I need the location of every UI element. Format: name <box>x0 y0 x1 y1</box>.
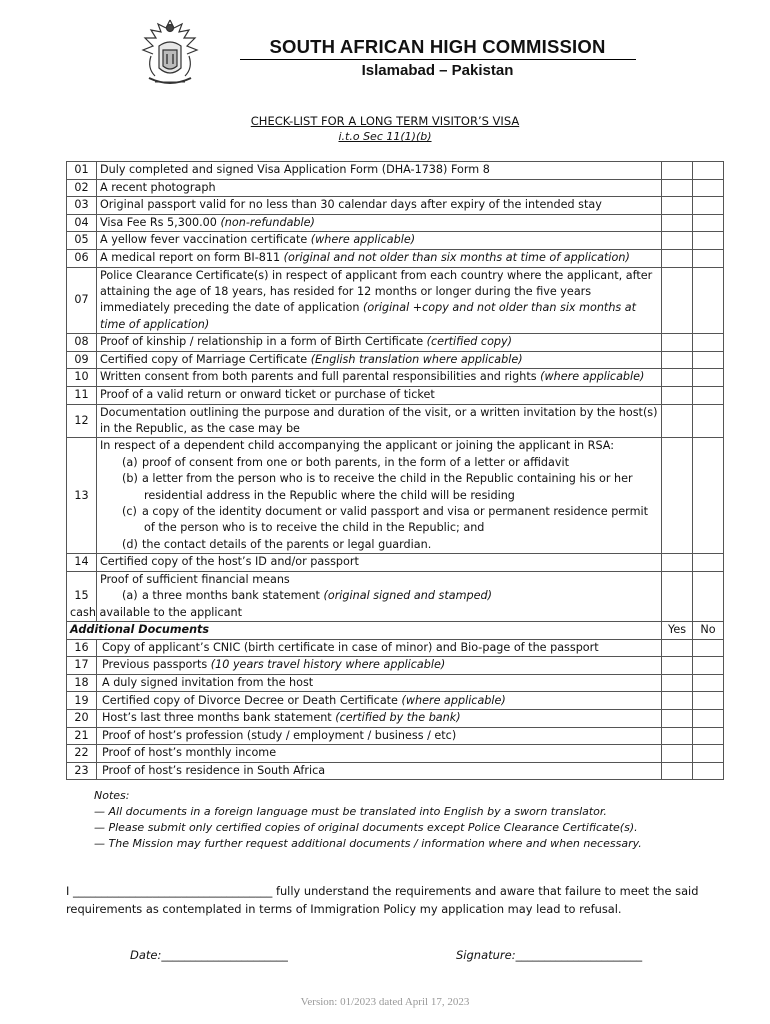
no-checkbox[interactable] <box>693 727 724 745</box>
item-text: Proof of a valid return or onward ticket or purchase of ticket <box>100 388 435 402</box>
item-description <box>97 267 662 334</box>
item-number: 16 <box>67 639 97 657</box>
no-checkbox[interactable] <box>693 334 724 352</box>
table-row <box>67 404 724 438</box>
item-number: 10 <box>67 369 97 387</box>
table-row <box>67 692 724 710</box>
signature-field[interactable]: Signature:______________________ <box>456 948 643 962</box>
table-row <box>67 162 724 180</box>
yes-checkbox[interactable] <box>662 745 693 763</box>
item-number: 02 <box>67 179 97 197</box>
item-note: (certified by the bank) <box>335 711 461 725</box>
note-line: — The Mission may further request additional documents / information where and when necessary. <box>94 837 642 850</box>
item-text: A medical report on form BI-811 <box>100 251 284 265</box>
sub-item <box>100 537 658 553</box>
item-number: 13 <box>67 438 97 554</box>
sub-item <box>100 455 658 471</box>
table-row <box>67 554 724 572</box>
item-note: (non-refundable) <box>220 215 315 229</box>
item-note: (where applicable) <box>310 233 416 247</box>
item-number: 07 <box>67 267 97 334</box>
yes-checkbox[interactable] <box>662 249 693 267</box>
item-description <box>97 232 662 250</box>
additional-documents-heading: Additional Documents <box>67 622 662 640</box>
item-number: 23 <box>67 762 97 780</box>
no-checkbox[interactable] <box>693 162 724 180</box>
table-row <box>67 438 724 554</box>
sub-item <box>100 504 658 537</box>
document-subtitle: Islamabad – Pakistan <box>361 62 514 79</box>
item-text: Certified copy of Divorce Decree or Death Certificate <box>102 693 402 707</box>
table-row <box>67 179 724 197</box>
item-text: Police Clearance Certificate(s) in respect of applicant from each country where the applicant, after attaining the age of 18 years, has resided for 12 months or longer during the five years immediately preceding the date of application <box>100 268 653 315</box>
sub-item-text: proof of consent from one or both parents, in the form of a letter or affidavit <box>142 455 569 469</box>
sub-item-label: (d) <box>122 537 138 551</box>
item-text: In respect of a dependent child accompanying the applicant or joining the applicant in RSA: <box>100 439 614 453</box>
item-number: 22 <box>67 745 97 763</box>
item-note: (English translation where applicable) <box>310 352 523 366</box>
no-checkbox[interactable] <box>693 571 724 621</box>
table-row <box>67 657 724 675</box>
table-row <box>67 267 724 334</box>
table-row <box>67 745 724 763</box>
no-checkbox[interactable] <box>693 404 724 438</box>
item-description <box>97 554 662 572</box>
item-text: Copy of applicant’s CNIC (birth certificate in case of minor) and Bio-page of the passport <box>102 640 599 654</box>
item-text: Duly completed and signed Visa Application Form (DHA-1738) Form 8 <box>100 163 490 177</box>
item-note: (where applicable) <box>401 693 506 707</box>
no-checkbox[interactable] <box>693 369 724 387</box>
item-note: (original +copy and not older than six months at time of application) <box>100 301 637 331</box>
item-description <box>97 369 662 387</box>
yes-checkbox[interactable] <box>662 214 693 232</box>
no-checkbox[interactable] <box>693 710 724 728</box>
item-description <box>97 351 662 369</box>
no-checkbox[interactable] <box>693 438 724 554</box>
item-number: 18 <box>67 674 97 692</box>
declaration-text: fully understand the requirements and aware that failure to meet the said requirements as contemplated in terms of Immigration Policy my application may lead to refusal. <box>66 884 699 916</box>
item-text: Proof of kinship / relationship in a form of Birth Certificate <box>100 335 427 349</box>
item-number: 03 <box>67 197 97 215</box>
no-checkbox[interactable] <box>693 386 724 404</box>
item-note: (original and not older than six months at time of application) <box>283 251 630 265</box>
item-number: 14 <box>67 554 97 572</box>
item-text: Documentation outlining the purpose and duration of the visit, or a written invitation by the host(s) in the Republic, as the case may be <box>100 405 658 435</box>
no-checkbox[interactable] <box>693 554 724 572</box>
yes-checkbox[interactable] <box>662 674 693 692</box>
table-row <box>67 197 724 215</box>
table-row <box>67 249 724 267</box>
item-description <box>97 710 662 728</box>
item-description <box>97 692 662 710</box>
checklist-title: CHECK-LIST FOR A LONG TERM VISITOR’S VISA <box>250 114 520 128</box>
sub-item-label: (a) <box>122 589 138 603</box>
date-field[interactable]: Date:______________________ <box>130 948 288 962</box>
coat-of-arms-logo <box>137 16 203 92</box>
yes-checkbox[interactable] <box>662 554 693 572</box>
sub-item-label: (b) <box>122 472 138 486</box>
yes-checkbox[interactable] <box>662 639 693 657</box>
table-row <box>67 386 724 404</box>
yes-checkbox[interactable] <box>662 710 693 728</box>
yes-checkbox[interactable] <box>662 351 693 369</box>
note-line: — All documents in a foreign language must be translated into English by a sworn translator. <box>94 805 607 818</box>
item-number: 01 <box>67 162 97 180</box>
yes-checkbox[interactable] <box>662 762 693 780</box>
yes-checkbox[interactable] <box>662 657 693 675</box>
item-note: (10 years travel history where applicable) <box>210 658 446 672</box>
no-checkbox[interactable] <box>693 674 724 692</box>
item-description <box>97 249 662 267</box>
item-description <box>97 674 662 692</box>
sub-item-note: (original signed and stamped) <box>323 589 492 603</box>
yes-checkbox[interactable] <box>662 692 693 710</box>
item-text: Previous passports <box>102 658 211 672</box>
additional-documents-header <box>67 622 724 640</box>
no-checkbox[interactable] <box>693 179 724 197</box>
table-row <box>67 639 724 657</box>
item-description <box>97 386 662 404</box>
checklist-table <box>66 161 724 780</box>
notes-section <box>94 788 642 852</box>
item-number: 19 <box>67 692 97 710</box>
notes-title: Notes: <box>94 789 130 802</box>
item-description <box>97 214 662 232</box>
declaration-prefix: I <box>66 884 70 898</box>
no-checkbox[interactable] <box>693 197 724 215</box>
item-text: Original passport valid for no less than 30 calendar days after expiry of the intended stay <box>100 198 602 212</box>
item-description <box>97 762 662 780</box>
no-column-header: No <box>693 622 724 640</box>
yes-checkbox[interactable] <box>662 267 693 334</box>
item-description <box>97 404 662 438</box>
item-number: 12 <box>67 404 97 438</box>
table-row <box>67 351 724 369</box>
sub-item-label: (a) <box>122 455 138 469</box>
item-description <box>97 334 662 352</box>
item-text: A recent photograph <box>100 180 216 194</box>
item-text: Written consent from both parents and full parental responsibilities and rights <box>100 370 541 384</box>
item-note: (certified copy) <box>426 335 513 349</box>
item-number: 05 <box>67 232 97 250</box>
version-footer: Version: 01/2023 dated April 17, 2023 <box>300 996 470 1008</box>
table-row <box>67 214 724 232</box>
declaration <box>66 882 716 918</box>
item-number: 21 <box>67 727 97 745</box>
item-description <box>97 438 662 554</box>
sub-item <box>100 471 658 504</box>
item-text: A duly signed invitation from the host <box>102 675 314 689</box>
yes-checkbox[interactable] <box>662 179 693 197</box>
sub-item-text: a three months bank statement <box>142 589 324 603</box>
no-checkbox[interactable] <box>693 657 724 675</box>
item-number: 04 <box>67 214 97 232</box>
checklist-subtitle: i.t.o Sec 11(1)(b) <box>338 130 432 143</box>
sub-item <box>100 588 658 604</box>
item-note: (where applicable) <box>540 370 645 384</box>
sub-item-text: the contact details of the parents or legal guardian. <box>142 537 432 551</box>
no-checkbox[interactable] <box>693 745 724 763</box>
yes-checkbox[interactable] <box>662 197 693 215</box>
item-text: Certified copy of the host’s ID and/or passport <box>100 555 359 569</box>
sub-item-text: a letter from the person who is to receive the child in the Republic containing his or her residential address in the Republic where the child will be residing <box>142 472 633 502</box>
item-number: 09 <box>67 351 97 369</box>
no-checkbox[interactable] <box>693 639 724 657</box>
item-number: 20 <box>67 710 97 728</box>
table-row <box>67 727 724 745</box>
item-text: Host’s last three months bank statement <box>102 711 336 725</box>
table-row <box>67 710 724 728</box>
document-title: SOUTH AFRICAN HIGH COMMISSION <box>269 36 606 57</box>
table-row <box>67 369 724 387</box>
item-description <box>97 639 662 657</box>
no-checkbox[interactable] <box>693 249 724 267</box>
item-number: 17 <box>67 657 97 675</box>
table-row <box>67 571 724 621</box>
note-line: — Please submit only certified copies of original documents except Police Clearance Certificate(s). <box>94 821 638 834</box>
no-checkbox[interactable] <box>693 267 724 334</box>
sub-item-label: (c) <box>122 505 137 518</box>
no-checkbox[interactable] <box>693 214 724 232</box>
yes-checkbox[interactable] <box>662 369 693 387</box>
item-text: Proof of host’s residence in South Africa <box>102 763 326 777</box>
item-description <box>97 727 662 745</box>
name-blank[interactable]: ___________________________________ <box>72 884 273 898</box>
no-checkbox[interactable] <box>693 351 724 369</box>
item-number: 15 <box>67 571 97 621</box>
item-text: cash available to the applicant <box>70 605 242 619</box>
item-text: Certified copy of Marriage Certificate <box>100 352 311 366</box>
no-checkbox[interactable] <box>693 762 724 780</box>
yes-checkbox[interactable] <box>662 162 693 180</box>
yes-checkbox[interactable] <box>662 232 693 250</box>
item-description <box>97 162 662 180</box>
item-text: Proof of host’s monthly income <box>102 746 277 760</box>
item-description <box>97 745 662 763</box>
item-text: Visa Fee Rs 5,300.00 <box>100 215 221 229</box>
item-description <box>97 179 662 197</box>
sub-item-text: a copy of the identity document or valid passport and visa or permanent residence permit of the person who is to receive the child in the Republic; and <box>142 505 648 535</box>
item-text: A yellow fever vaccination certificate <box>100 233 311 247</box>
item-text: Proof of sufficient financial means <box>100 572 290 586</box>
yes-checkbox[interactable] <box>662 386 693 404</box>
table-row <box>67 762 724 780</box>
no-checkbox[interactable] <box>693 232 724 250</box>
item-text: Proof of host’s profession (study / employment / business / etc) <box>102 728 457 742</box>
table-row <box>67 334 724 352</box>
table-row <box>67 232 724 250</box>
yes-checkbox[interactable] <box>662 334 693 352</box>
no-checkbox[interactable] <box>693 692 724 710</box>
yes-checkbox[interactable] <box>662 571 693 621</box>
table-row <box>67 674 724 692</box>
title-divider <box>240 59 636 60</box>
yes-checkbox[interactable] <box>662 727 693 745</box>
item-number: 06 <box>67 249 97 267</box>
item-description <box>97 197 662 215</box>
item-number: 11 <box>67 386 97 404</box>
yes-column-header: Yes <box>662 622 693 640</box>
item-number: 08 <box>67 334 97 352</box>
yes-checkbox[interactable] <box>662 438 693 554</box>
item-description <box>97 657 662 675</box>
yes-checkbox[interactable] <box>662 404 693 438</box>
